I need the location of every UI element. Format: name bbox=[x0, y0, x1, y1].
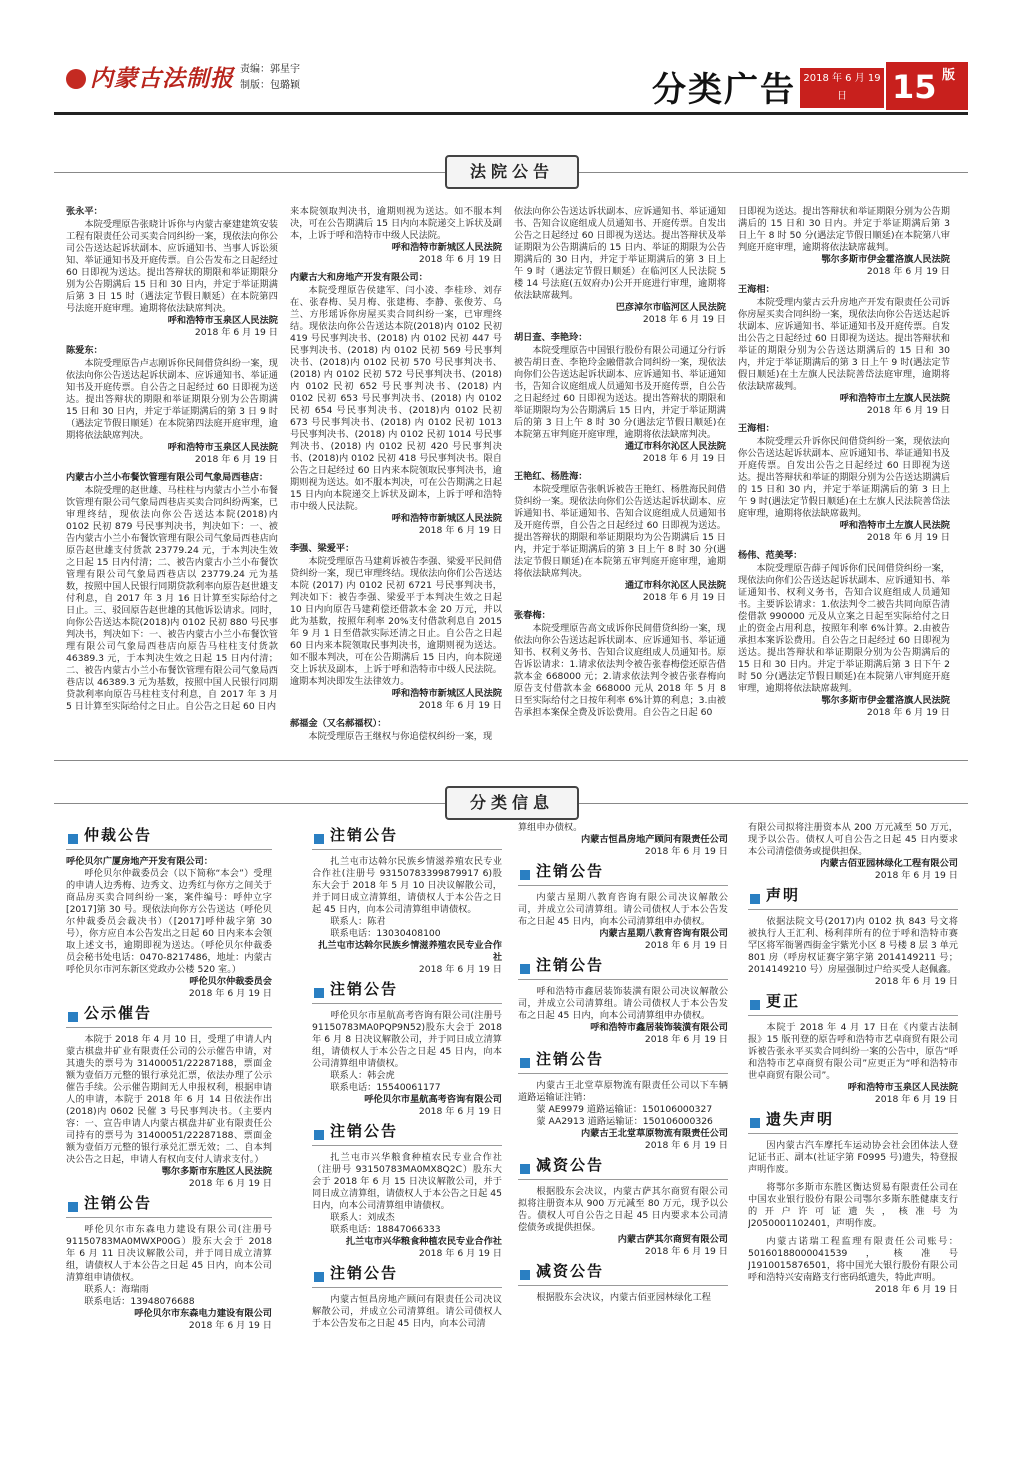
court-column bbox=[738, 206, 950, 754]
notice-date: 2018 年 6 月 19 日 bbox=[642, 592, 726, 603]
ad-body: 有限公司拟将注册资本从 200 万元减至 50 万元，现予以公告。债权人可自公告之日起 45 日内要求本公司清偿债务或提供担保。 bbox=[748, 822, 958, 857]
ad-body: 本院于 2018 年 4 月 17 日在《内蒙古法制报》15 版刊登的原告呼和浩特市艺卓商贸有限公司诉被告张永平买卖合同纠纷一案的公告中，原告“呼和浩特市艺卓商贸有限公司”应更正为“呼和浩特市世卓商贸有限公司”。 bbox=[748, 1022, 958, 1081]
category-label: 减资公告 bbox=[536, 1156, 605, 1174]
category-label: 注销公告 bbox=[330, 1122, 399, 1140]
ad-date: 2018 年 6 月 19 日 bbox=[418, 1248, 502, 1259]
notice-addressee: 内蒙古大和房地产开发有限公司： bbox=[290, 272, 428, 283]
category-square-icon bbox=[314, 1130, 324, 1140]
category-heading bbox=[518, 958, 728, 980]
ad-date: 2018 年 6 月 19 日 bbox=[188, 1178, 272, 1189]
classified-ad bbox=[66, 1034, 272, 1190]
notice-addressee: 陈爱东： bbox=[66, 345, 103, 356]
notice-body: 依法向你公告送达诉状副本、应诉通知书、举证通知书、告知合议庭组成人员通知书、开庭传票。自发出公告之日起经过 60 日即视为送达。提出答辩状及举证期限为公告期满后的 15 日内、举证的期限为公告期满后的 30 日内，并定于举证期满后的第 3 日上午 9 时（遇法定节假日顺延）在临河区人民法院 5 楼 14 号法庭(五奴府办)公开开庭进行审理，逾期将依法缺席裁判。 bbox=[514, 206, 726, 301]
category-underline bbox=[518, 1073, 728, 1074]
notice-body: 本院受理原告张帆诉被告王艳红、杨胜海民间借贷纠纷一案。现依法向你们公告送达起诉状副本、应诉通知书、举证通知书、告知合议庭组成人员通知书及开庭传票，自公告之日起经过 60 日即视为送达。提出答辩状的期限和举证期限均为公告期满后 15 日内，并定于举证期满后的第 3 日上午 8 时 30 分(遇法定节假日顺延)在本院第五审判庭开庭审理，逾期将依法缺席判决。 bbox=[514, 484, 726, 579]
notice-addressee: 王海相： bbox=[738, 284, 775, 295]
notice-date: 2018 年 6 月 19 日 bbox=[418, 254, 502, 265]
court-notice bbox=[738, 423, 950, 544]
logo-emblem-icon bbox=[66, 69, 86, 89]
top-rule bbox=[54, 112, 968, 115]
notice-body: 本院受理原告高文成诉你民间借贷纠纷一案，现依法向你公告送达起诉状副本、应诉通知书、举证通知书、权利义务书、告知合议庭组成人员通知书。原告诉讼请求：1.请求依法判令被告张春梅偿还原告借款本金 668000 元；2.请求依法判令被告张春梅向原告支付借款本金 668000 元从 2018 年 5 月 8 日至实际给付之日按年利率 6%计算的利息；3.由被告承担本案保全费及诉讼费用。自公告之日起 60 bbox=[514, 623, 726, 718]
category-label: 注销公告 bbox=[84, 1194, 153, 1212]
ad-signer: 扎兰屯市达斡尔民族乡情滋养殖农民专业合作社 bbox=[318, 940, 502, 963]
notice-court: 通辽市科尔沁区人民法院 bbox=[624, 441, 726, 452]
notice-date: 2018 年 6 月 19 日 bbox=[418, 525, 502, 536]
ad-contact-line: 联系电话：13030408100 bbox=[330, 928, 441, 939]
category-square-icon bbox=[520, 1270, 530, 1280]
classified-ad bbox=[312, 1294, 502, 1330]
category-square-icon bbox=[68, 1202, 78, 1212]
notice-body: 本院受理原告王继权与你追偿权纠纷一案，现 bbox=[308, 731, 493, 742]
notice-body: 本院受理原告中国银行股份有限公司通辽分行诉被告胡日查、李艳玲金融借款合同纠纷一案，现依法向你们公告送达起诉状副本、应诉通知书、举证通知书，告知合议庭组成人员通知书及开庭传票，自公告之日起经过 60 日即视为送达。提出答辩状的期限和举证期限均为公告期满后 15 日内，并定于举证期满后的第 3 日上午 8 时 30 分(遇法定节假日顺延)在本院第五审判庭开庭审理，逾期将依法缺席判决。 bbox=[514, 345, 726, 440]
classified-ad bbox=[66, 1224, 272, 1332]
editor-credit: 责编：郭星宇 bbox=[240, 64, 300, 75]
classified-ad bbox=[518, 1080, 728, 1152]
notice-body: 日即视为送达。提出答辩状和举证期限分别为公告期满后的 15 日和 30 日内。并定于举证期满后第 3 日上午 8 时 50 分(遇法定节假日顺延)在本院第八审判庭开庭审理，逾期将依法缺席裁判。 bbox=[738, 206, 950, 253]
notice-date: 2018 年 6 月 19 日 bbox=[866, 405, 950, 416]
ad-signer: 呼和浩特市玉泉区人民法院 bbox=[847, 1082, 958, 1093]
court-column bbox=[514, 206, 726, 754]
ad-body: 扎兰屯市达斡尔民族乡情滋养殖农民专业合作社(注册号 93150783399879917 6)股东大会于 2018 年 5 月 10 日决议解散公司，并于同日成立清算组，请债权人于本公告之日起 45 日内，向本公司清算组申请债权。 bbox=[312, 856, 502, 915]
classified-column bbox=[312, 822, 502, 1472]
court-notice bbox=[290, 272, 502, 537]
ad-date: 2018 年 6 月 19 日 bbox=[874, 1094, 958, 1105]
ad-date: 2018 年 6 月 19 日 bbox=[874, 976, 958, 987]
ad-date: 2018 年 6 月 19 日 bbox=[644, 940, 728, 951]
issue-weekday bbox=[800, 106, 884, 124]
notice-addressee: 王海相： bbox=[738, 423, 775, 434]
ad-date: 2018 年 6 月 19 日 bbox=[874, 1284, 958, 1295]
ad-body: 呼伦贝尔市星航高考咨询有限公司(注册号 91150783MA0PQP9N52)股东大会于 2018 年 6 月 8 日决议解散公司，并于同日成立清算组，请债权人于本公告之日起 45 日内，向本公司清算组申请债权。 bbox=[312, 1010, 502, 1069]
ad-signer: 内蒙古佰亚园林绿化工程有限公司 bbox=[820, 858, 958, 869]
issue-date: 2018 年 6 月 19 日 bbox=[803, 73, 881, 102]
classified-column bbox=[66, 822, 272, 1472]
ad-contact-line: 联系人：陈君 bbox=[330, 916, 386, 927]
category-square-icon bbox=[750, 1000, 760, 1010]
ad-title: 呼伦贝尔广厦房地产开发有限公司： bbox=[66, 856, 213, 867]
notice-date: 2018 年 6 月 19 日 bbox=[866, 532, 950, 543]
ad-contact-line: 联系电话：13948076688 bbox=[84, 1296, 195, 1307]
ad-date: 2018 年 6 月 19 日 bbox=[188, 988, 272, 999]
ad-body: 将鄂尔多斯市东胜区衡达贸易有限责任公司在中国农业银行股份有限公司鄂尔多斯东胜健康支行的开户许可证遗失，核准号为 J2050001102401，声明作废。 bbox=[748, 1182, 958, 1229]
category-heading bbox=[312, 1124, 502, 1146]
ad-contact-line: 联系人：刘成杰 bbox=[330, 1212, 395, 1223]
category-label: 声明 bbox=[766, 886, 801, 904]
notice-date: 2018 年 6 月 19 日 bbox=[194, 454, 278, 465]
category-square-icon bbox=[520, 870, 530, 880]
notice-body: 本院受理内蒙古云升房地产开发有限责任公司诉你房屋买卖合同纠纷一案，现依法向你公告送达起诉状副本、应诉通知书、举证通知书及开庭传票。自发出公告之日起经过 60 日即视为送达。提出答辩状和举证的期限分别为公告送达期满后的 15 日和 30 内，并定于举证期满后的第 3 日上午 9 时(遇法定节假日顺延)在土左旗人民法院善岱法庭审理，逾期将依法缺席裁判。 bbox=[738, 297, 950, 392]
ad-body: 扎兰屯市兴华粮食种植农民专业合作社（注册号 93150783MA0MX8Q2C）股东大会于 2018 年 6 月 15 日决议解散公司，并于同日成立清算组，请债权人于本公告之日起 45 日内，向本公司清算组申请债权。 bbox=[312, 1152, 502, 1211]
notice-court: 鄂尔多斯市伊金霍洛旗人民法院 bbox=[821, 254, 950, 265]
category-underline bbox=[312, 1003, 502, 1004]
court-notice bbox=[738, 284, 950, 417]
category-underline bbox=[748, 909, 958, 910]
notice-court: 呼和浩特市玉泉区人民法院 bbox=[167, 442, 278, 453]
category-underline bbox=[518, 1285, 728, 1286]
notice-body: 来本院领取判决书，逾期则视为送达。如不服本判决，可在公告期满后 15 日内向本院递交上诉状及副本，上诉于呼和浩特市中级人民法院。 bbox=[290, 206, 502, 241]
notice-body: 本院受理原告卢志刚诉你民间借贷纠纷一案，现依法向你公告送达起诉状副本、应诉通知书、举证通知书及开庭传票。自公告之日起经过 60 日即视为送达。提出答辩状的期限和举证期限分别为公告期满 15 日和 30 日内，并定于举证期满后的第 3 日 9 时（遇法定节假日顺延）在本院第四法庭开庭审理，逾期将依法缺席判决。 bbox=[66, 358, 278, 441]
page-number-box bbox=[886, 62, 968, 110]
category-heading bbox=[66, 828, 272, 850]
notice-court: 巴彦淖尔市临河区人民法院 bbox=[615, 302, 726, 313]
court-notice bbox=[290, 718, 502, 743]
ad-body: 根据股东会决议，内蒙古佰亚园林绿化工程 bbox=[536, 1292, 711, 1303]
category-square-icon bbox=[520, 1164, 530, 1174]
ad-contact-line: 蒙 AA2913 道路运输证：150106000326 bbox=[536, 1116, 713, 1127]
category-underline bbox=[312, 849, 502, 850]
category-heading bbox=[518, 1052, 728, 1074]
category-label: 减资公告 bbox=[536, 1262, 605, 1280]
court-notice bbox=[738, 206, 950, 278]
classified-column bbox=[518, 822, 728, 1472]
court-notice bbox=[514, 332, 726, 465]
court-notice bbox=[514, 610, 726, 719]
court-notice bbox=[66, 345, 278, 466]
category-heading bbox=[518, 864, 728, 886]
court-notice bbox=[66, 472, 278, 713]
category-heading bbox=[312, 982, 502, 1004]
classified-ad bbox=[748, 1182, 958, 1230]
category-square-icon bbox=[68, 1012, 78, 1022]
court-notice bbox=[66, 206, 278, 339]
court-column bbox=[66, 206, 278, 754]
ad-body: 内蒙古恒昌房地产顾问有限责任公司决议解散公司，并成立公司清算组。请公司债权人于本公告发布之日起 45 日内，向本公司清 bbox=[312, 1294, 502, 1329]
ad-date: 2018 年 6 月 19 日 bbox=[418, 964, 502, 975]
category-label: 仲裁公告 bbox=[84, 826, 153, 844]
section-title: 分类广告 bbox=[652, 70, 796, 110]
notice-court: 呼和浩特市土左旗人民法院 bbox=[839, 393, 950, 404]
category-underline bbox=[312, 1145, 502, 1146]
category-label: 注销公告 bbox=[330, 1264, 399, 1282]
category-underline bbox=[748, 1015, 958, 1016]
category-heading bbox=[312, 828, 502, 850]
category-heading bbox=[518, 1158, 728, 1180]
category-heading bbox=[66, 1196, 272, 1218]
court-notice bbox=[290, 543, 502, 712]
ad-contact-line: 蒙 AE9979 道路运输证：150106000327 bbox=[536, 1104, 713, 1115]
notice-addressee: 张春梅： bbox=[514, 610, 551, 621]
ad-signer: 呼伦贝尔仲裁委员会 bbox=[189, 976, 272, 987]
ad-contact-line: 联系人：海瑞雨 bbox=[84, 1284, 149, 1295]
category-heading bbox=[748, 888, 958, 910]
category-square-icon bbox=[314, 988, 324, 998]
ad-signer: 呼伦贝尔市东森电力建设有限公司 bbox=[134, 1308, 272, 1319]
classified-banner: 分类信息 bbox=[445, 786, 579, 820]
ad-contact-line: 联系电话：15540061177 bbox=[330, 1082, 441, 1093]
category-square-icon bbox=[750, 894, 760, 904]
notice-court: 鄂尔多斯市伊金霍洛旗人民法院 bbox=[821, 695, 950, 706]
category-heading bbox=[748, 994, 958, 1016]
category-underline bbox=[518, 885, 728, 886]
ad-date: 2018 年 6 月 19 日 bbox=[644, 1034, 728, 1045]
notice-date: 2018 年 6 月 19 日 bbox=[642, 314, 726, 325]
category-underline bbox=[518, 979, 728, 980]
classified-ad bbox=[518, 822, 728, 858]
category-heading bbox=[518, 1264, 728, 1286]
notice-body: 本院受理原告侯建军、闫小凌、李桂珍、刘存在、张春梅、吴月梅、张建梅、李静、张俊芳、乌兰、方彤瑶诉你房屋买卖合同纠纷一案，已审理终结。现依法向你公告送达本院(2018)内 0102 民初 419 号民事判决书、(2018) 内 0102 民初 447 号民事判决书、(2018) 内 0102 民初 569 号民事判决书、(2018)内 0102 民初 570 号民事判决书、(2018) 内 0102 民初 572 号民事判决书、(2018) 内 0102 民初 652 号民事判决书、(2018) 内 0102 民初 653 号民事判决书、(2018) 内 0102 民初 654 号民事判决书、(2018)内 0102 民初 673 号民事判决书、(2018) 内 0102 民初 1013 号民事判决书、(2018) 内 0102 民初 1014 号民事判决书、(2018) 内 0102 民初 420 号民事判决书、(2018)内 0102 民初 418 号民事判决书。限自公告之日起经过 60 日内来本院领取民事判决书，逾期则视为送达。如不服本判决，可在公告期满之日起 15 日内向本院递交上诉状及副本，上诉于呼和浩特市中级人民法院。 bbox=[290, 285, 502, 512]
notice-court: 通辽市科尔沁区人民法院 bbox=[624, 580, 726, 591]
classified-ad bbox=[66, 856, 272, 1000]
classified-column bbox=[748, 822, 958, 1472]
category-heading bbox=[312, 1266, 502, 1288]
notice-date: 2018 年 6 月 19 日 bbox=[418, 700, 502, 711]
category-square-icon bbox=[520, 964, 530, 974]
page-number: 15 bbox=[892, 68, 937, 106]
court-notice bbox=[290, 206, 502, 266]
ad-body: 依据法院文号(2017)内 0102 执 843 号文将被执行人王汇利、杨利萍所有的位于呼和浩特市赛罕区将军衙署西街金宇紫光小区 8 号楼 8 层 3 单元 801 房（呼房权证赛字第字第 2014149211 号；2014149210 号）房屋强制过户给买受人赵佩鑫。 bbox=[748, 916, 958, 975]
court-banner: 法院公告 bbox=[445, 155, 579, 189]
classified-ad bbox=[748, 1140, 958, 1176]
category-square-icon bbox=[68, 834, 78, 844]
credits bbox=[240, 62, 300, 94]
ad-date: 2018 年 6 月 19 日 bbox=[644, 846, 728, 857]
ad-body: 算组申办债权。 bbox=[518, 822, 583, 833]
classified-ad bbox=[518, 1186, 728, 1258]
notice-body: 本院受理原告薛子闯诉你们民间借贷纠纷一案，现依法向你们公告送达起诉状副本、应诉通知书、举证通知书、权利义务书，告知合议庭组成人员通知书。主要诉讼请求：1.依法判令二被告共同向原告清偿借款 990000 元及从立案之日起至实际给付之日止的资金占用利息，按照年利率 6%计算。2.由被告承担本案诉讼费用。自公告之日起经过 60 日即视为送达。提出答辩状和举证期限分别为公告期满后的 15 日和 30 日内。并定于举证期满后第 3 日下午 2 时 50 分(遇法定节假日顺延)在本院第八审判庭开庭审理，逾期将依法缺席裁判。 bbox=[738, 563, 950, 694]
category-square-icon bbox=[750, 1118, 760, 1128]
ad-date: 2018 年 6 月 19 日 bbox=[418, 1106, 502, 1117]
logo-text: 内蒙古法制报 bbox=[90, 65, 234, 92]
notice-court: 呼和浩特市新城区人民法院 bbox=[391, 242, 502, 253]
court-notice bbox=[514, 206, 726, 326]
category-label: 注销公告 bbox=[536, 956, 605, 974]
classified-ad bbox=[312, 856, 502, 976]
notice-body: 本院受理原告马建莉诉被告李强、梁爱平民间借贷纠纷一案，现已审理终结。现依法向你们公告送达本院 (2017) 内 0102 民初 6721 号民事判决书，判决如下：被告李强、梁爱平于本判决生效之日起 10 日内向原告马建莉偿还借款本金 20 万元，并以此为基数，按照年利率 20%支付借款利息自 2015 年 9 月 1 日至借款实际还清之日止。自公告之日起 60 日内来本院领取民事判决书，逾期则视为送达。如不服本判决，可在公告期满后 15 日内，向本院递交上诉状及副本，上诉于呼和浩特市中级人民法院。逾期本判决即发生法律效力。 bbox=[290, 556, 502, 687]
notice-addressee: 张永平： bbox=[66, 206, 103, 217]
category-label: 注销公告 bbox=[330, 980, 399, 998]
ad-body: 因内蒙古汽车摩托车运动协会社会团体法人登记证书正、副本(社证字第 F0995 号)遗失，特登报声明作废。 bbox=[748, 1140, 958, 1175]
ad-body: 内蒙古王北堂草原物流有限责任公司以下车辆道路运输证注销： bbox=[518, 1080, 728, 1103]
category-square-icon bbox=[314, 1272, 324, 1282]
category-underline bbox=[748, 1133, 958, 1134]
category-label: 注销公告 bbox=[330, 826, 399, 844]
category-label: 公示催告 bbox=[84, 1004, 153, 1022]
category-square-icon bbox=[520, 1058, 530, 1068]
ad-body: 呼伦贝尔市东森电力建设有限公司(注册号 91150783MA0MWXP00G）股东大会于 2018 年 6 月 11 日决议解散公司，并于同日成立清算组，请债权人于本公告之日起 45 日内，向本公司清算组申请债权。 bbox=[66, 1224, 272, 1283]
ad-signer: 内蒙古星期八教育咨询有限公司 bbox=[599, 928, 728, 939]
ad-signer: 内蒙古恒昌房地产顾问有限责任公司 bbox=[581, 834, 728, 845]
category-label: 注销公告 bbox=[536, 1050, 605, 1068]
notice-date: 2018 年 6 月 19 日 bbox=[642, 453, 726, 464]
court-notice bbox=[514, 471, 726, 604]
category-square-icon bbox=[314, 834, 324, 844]
category-underline bbox=[66, 849, 272, 850]
classified-ad bbox=[748, 822, 958, 882]
ad-signer: 呼伦贝尔市星航高考咨询有限公司 bbox=[364, 1094, 502, 1105]
classified-ad bbox=[748, 916, 958, 988]
ad-date: 2018 年 6 月 19 日 bbox=[644, 1140, 728, 1151]
notice-addressee: 胡日查、李艳玲： bbox=[514, 332, 588, 343]
notice-date: 2018 年 6 月 19 日 bbox=[866, 707, 950, 718]
notice-body: 本院受理云升诉你民间借贷纠纷一案，现依法向你公告送达起诉状副本、应诉通知书、举证通知书及开庭传票。自发出公告之日起经过 60 日即视为送达。提出答辩状和举证的期限分别为公告送达期满后的 15 日和 30 内，并定于举证期满后的第 3 日上午 9 时(遇法定节假日顺延)在土左旗人民法院善岱法庭审理，逾期将依法缺席裁判。 bbox=[738, 436, 950, 519]
court-notice bbox=[738, 550, 950, 719]
notice-addressee: 内蒙古小兰小布餐饮管理有限公司气象局西巷店： bbox=[66, 472, 269, 483]
category-heading bbox=[748, 1112, 958, 1134]
ad-body: 呼伦贝尔仲裁委员会（以下简称“本会”）受理的申请人边秀梅、边秀文、边秀红与你方之间关于商品房买卖合同纠纷一案，案件编号：呼仲立字[2017]第 30 号。现依法向你方公告送达（呼伦贝尔仲裁委员会裁决书）（[2017]呼仲裁字第 30 号），你方应自本公告发出之日起 60 日内来本会领取上述文书，逾期即视为送达。（呼伦贝尔仲裁委员会秘书处电话：0470-8217486，地址：内蒙古呼伦贝尔市河东新区党政办公楼 520 室。） bbox=[66, 868, 272, 975]
category-label: 遗失声明 bbox=[766, 1110, 835, 1128]
classified-ad bbox=[312, 1152, 502, 1260]
ad-contact-line: 联系人：韩会虎 bbox=[330, 1070, 395, 1081]
classified-ad bbox=[748, 1236, 958, 1296]
notice-court: 呼和浩特市玉泉区人民法院 bbox=[167, 315, 278, 326]
category-underline bbox=[66, 1217, 272, 1218]
producer-credit: 制版：包璐颖 bbox=[240, 80, 300, 91]
date-box bbox=[800, 68, 884, 108]
classified-ad bbox=[312, 1010, 502, 1118]
category-underline bbox=[312, 1287, 502, 1288]
ad-signer: 鄂尔多斯市东胜区人民法院 bbox=[161, 1166, 272, 1177]
ad-body: 呼和浩特市鑫居装饰装潢有限公司决议解散公司，并成立公司清算组。请公司债权人于本公告发布之日起 45 日内，向本公司清算组申办债权。 bbox=[518, 986, 728, 1021]
classified-ad bbox=[518, 986, 728, 1046]
ad-date: 2018 年 6 月 19 日 bbox=[188, 1320, 272, 1331]
classified-ad bbox=[748, 1022, 958, 1106]
ad-signer: 内蒙古王北堂草原物流有限责任公司 bbox=[581, 1128, 728, 1139]
ad-body: 本院于 2018 年 4 月 10 日，受理了申请人内蒙古棋盘井矿业有限责任公司的公示催告申请，对其遗失的票号为 31400051/22287188，票面金额为壹佰万元整的银行承兑汇票，依法办理了公示催告手续。公示催告期间无人申报权利，根据申请人的申请，本院于 2018 年 6 月 14 日依法作出(2018)内 0602 民催 3 号民事判决书。（主要内容：一、宣告申请人内蒙古棋盘井矿业有限责任公司持有的票号为 31400051/22287188、票面金额为壹佰万元整的银行承兑汇票无效；二、自本判决公告之日起，申请人有权向支付人请求支付。） bbox=[66, 1034, 272, 1165]
notice-addressee: 郝福金（又名郝福权）： bbox=[290, 718, 387, 729]
notice-court: 呼和浩特市新城区人民法院 bbox=[391, 513, 502, 524]
newspaper-logo bbox=[66, 60, 234, 93]
category-label: 更正 bbox=[766, 992, 801, 1010]
notice-addressee: 王艳红、杨胜海： bbox=[514, 471, 588, 482]
classified-ad bbox=[518, 892, 728, 952]
classified-ad bbox=[518, 1292, 728, 1304]
notice-court: 呼和浩特市新城区人民法院 bbox=[391, 688, 502, 699]
ad-signer: 扎兰屯市兴华粮食种植农民专业合作社 bbox=[345, 1236, 502, 1247]
ad-signer: 呼和浩特市鑫居装饰装潢有限公司 bbox=[590, 1022, 728, 1033]
notice-date: 2018 年 6 月 19 日 bbox=[866, 266, 950, 277]
notice-addressee: 李强、梁爱平： bbox=[290, 543, 355, 554]
ad-signer: 内蒙古萨其尔商贸有限公司 bbox=[617, 1234, 728, 1245]
section-divider bbox=[54, 760, 968, 761]
ad-contact-line: 联系电话：18847066333 bbox=[330, 1224, 441, 1235]
category-underline bbox=[518, 1179, 728, 1180]
category-label: 注销公告 bbox=[536, 862, 605, 880]
ad-date: 2018 年 6 月 19 日 bbox=[874, 870, 958, 881]
category-heading bbox=[66, 1006, 272, 1028]
category-underline bbox=[66, 1027, 272, 1028]
ad-date: 2018 年 6 月 19 日 bbox=[644, 1246, 728, 1257]
notice-addressee: 杨伟、范美琴： bbox=[738, 550, 803, 561]
notice-court: 呼和浩特市土左旗人民法院 bbox=[839, 520, 950, 531]
court-column bbox=[290, 206, 502, 754]
ad-body: 内蒙古诺瑞工程监理有限责任公司账号：50160188000041539，核准号 J1910015876501，将中国光大银行股份有限公司呼和浩特兴安南路支行密码纸遗失，特此声明。 bbox=[748, 1236, 958, 1283]
masthead bbox=[0, 0, 1024, 112]
ad-body: 内蒙古星期八教育咨询有限公司决议解散公司，并成立公司清算组。请公司债权人于本公告发布之日起 45 日内，向本公司清算组申办债权。 bbox=[518, 892, 728, 927]
notice-body: 本院受理原告张晓计诉你与内蒙古豪建建筑安装工程有限责任公司买卖合同纠纷一案，现依法向你公司公告送达起诉状副本、应诉通知书、当事人诉讼须知、举证通知书及开庭传票。自公告发布之日起经过 60 日即视为送达。提出答辩状的期限和举证期限分别为公告期满后 15 日和 30 日内，并定于举证期满后第 3 日 15 时（遇法定节假日顺延）在本院第四号法庭开庭审理。逾期将依法缺席判决。 bbox=[66, 219, 278, 314]
page-suffix: 版 bbox=[942, 68, 956, 83]
notice-date: 2018 年 6 月 19 日 bbox=[194, 327, 278, 338]
ad-body: 根据股东会决议，内蒙古萨其尔商贸有限公司拟将注册资本从 900 万元减至 80 万元，现予以公告。债权人可自公告之日起 45 日内要求本公司清偿债务或提供担保。 bbox=[518, 1186, 728, 1233]
notice-body: 本院受理的赵世雄、马柱柱与内蒙古小兰小布餐饮管理有限公司气象局西巷店买卖合同纠纷两案，已审理终结，现依法向你公告送达本院(2018)内 0102 民初 879 号民事判决书，判决如下：一、被告内蒙古小兰小布餐饮管理有限公司气象局西巷店向原告赵世雄支付货款 23779.24 元，于本判决生效之日起 15 日内付清；二、被告内蒙古小兰小布餐饮管理有限公司气象局西巷店以 23779.24 元为基数，按照中国人民银行同期贷款利率向原告赵世雄支付利息，自 2017 年 3 月 16 日计算至实际给付之日止。三、驳回原告赵世雄的其他诉讼请求。同时，向你公告送达本院(2018)内 0102 民初 880 号民事判决书，判决如下：一、被告内蒙古小兰小布餐饮管理有限公司气象局西巷店向原告马柱柱支付货款 46389.3 元，于本判决生效之日起 15 日内付清；二、被告内蒙古小兰小布餐饮管理有限公司气象局西巷店以 46389.3 元为基数，按照中国人民银行同期贷款利率向原告马柱柱支付利息，自 2017 年 3 月 5 日计算至实际给付之日止。自公告之日起 60 日内 bbox=[66, 485, 278, 712]
